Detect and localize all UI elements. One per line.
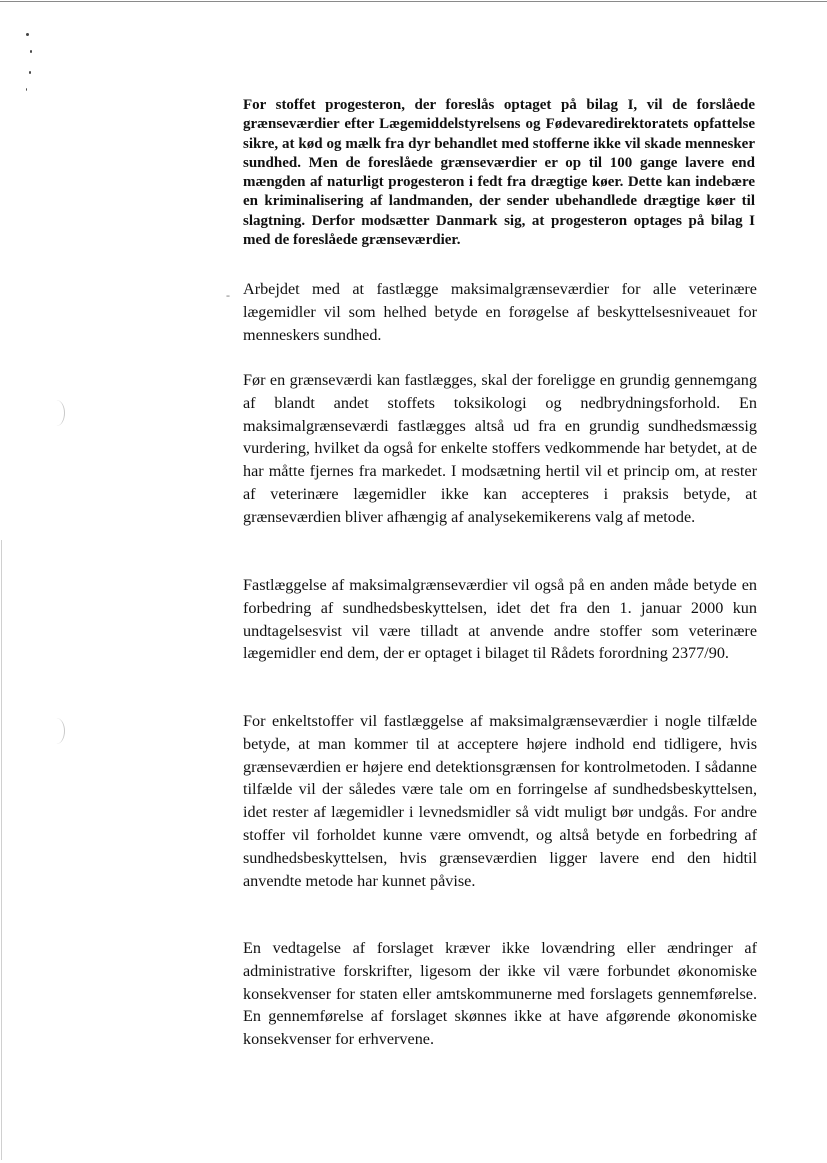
left-edge-line — [1, 540, 2, 1160]
punch-hole-mark — [48, 400, 65, 426]
paragraph-beskyttelsesniveau: Arbejdet med at fastlægge maksimalgrænseværdier for alle veterinære lægemidler vil som helhed betyde en forøgelse af beskyttelsesniveauet for menneskers sundhed. — [243, 280, 757, 344]
scan-speck — [26, 33, 29, 36]
punch-hole-mark — [48, 718, 65, 744]
scan-speck — [30, 50, 32, 53]
bold-paragraph-progesteron: For stoffet progesteron, der foreslås optaget på bilag I, vil de forslåede grænseværdier efter Lægemiddelstyrelsens og Fødevaredirektoratets opfattelse sikre, at kød og mælk fra dyr behandlet med stofferne ikke vil skade mennesker sundhed. Men de foreslåede grænseværdier er op til 100 gange lavere end mængden af naturligt progesteron i fedt fra drægtige køer. Dette kan indebære en kriminalisering af landmanden, der sender ubehandlede drægtige køer til slagtning. Derfor modsætter Danmark sig, at progesteron optages på bilag I med de foreslåede grænseværdier. — [243, 97, 755, 249]
paragraph-sundhedsbeskyttelse: Fastlæggelse af maksimalgrænseværdier vil også på en anden måde betyde en forbedring af sundhedsbeskyttelsen, idet det fra den 1. januar 2000 kun undtagelsesvist vil være tilladt at anvende andre stoffer som veterinære lægemidler end dem, der er optaget i bilaget til Rådets forordning 2377/90. — [243, 576, 757, 663]
top-edge-line — [0, 1, 827, 2]
paragraph-vedtagelse: En vedtagelse af forslaget kræver ikke lovændring eller ændringer af administrative forskrifter, ligesom der ikke vil være forbundet økonomiske konsekvenser for staten eller amtskommunerne med forslagets gennemførelse. En gennemførelse af forslaget skønnes ikke at have afgørende økonomiske konsekvenser for erhvervene. — [243, 939, 757, 1049]
scan-speck — [26, 88, 27, 91]
scan-speck — [29, 71, 31, 74]
margin-mark: - — [226, 288, 230, 302]
paragraph-enkeltstoffer: For enkeltstoffer vil fastlæggelse af maksimalgrænseværdier i nogle tilfælde betyde, at man kommer til at acceptere højere indhold end tidligere, hvis grænseværdien er højere end detektionsgrænsen for kontrolmetoden. I sådanne tilfælde vil der således være tale om en forringelse af sundhedsbeskyttelsen, idet rester af lægemidler i levnedsmidler så vidt muligt bør undgås. For andre stoffer vil forholdet kunne være omvendt, og altså betyde en forbedring af sundhedsbeskyttelsen, hvis grænseværdien ligger lavere end den hidtil anvendte metode har kunnet påvise. — [243, 712, 757, 890]
paragraph-graensevaerdi-fastlaeggelse: Før en grænseværdi kan fastlægges, skal der foreligge en grundig gennemgang af blandt andet stoffets toksikologi og nedbrydningsforhold. En maksimalgrænseværdi fastlægges altså ud fra en grundig sundhedsmæssig vurdering, hvilket da også for enkelte stoffers vedkommende har betydet, at de har måtte fjernes fra markedet. I modsætning hertil vil et princip om, at rester af veterinære lægemidler ikke kan accepteres i praksis betyde, at grænseværdien bliver afhængig af analysekemikerens valg af metode. — [243, 371, 757, 526]
